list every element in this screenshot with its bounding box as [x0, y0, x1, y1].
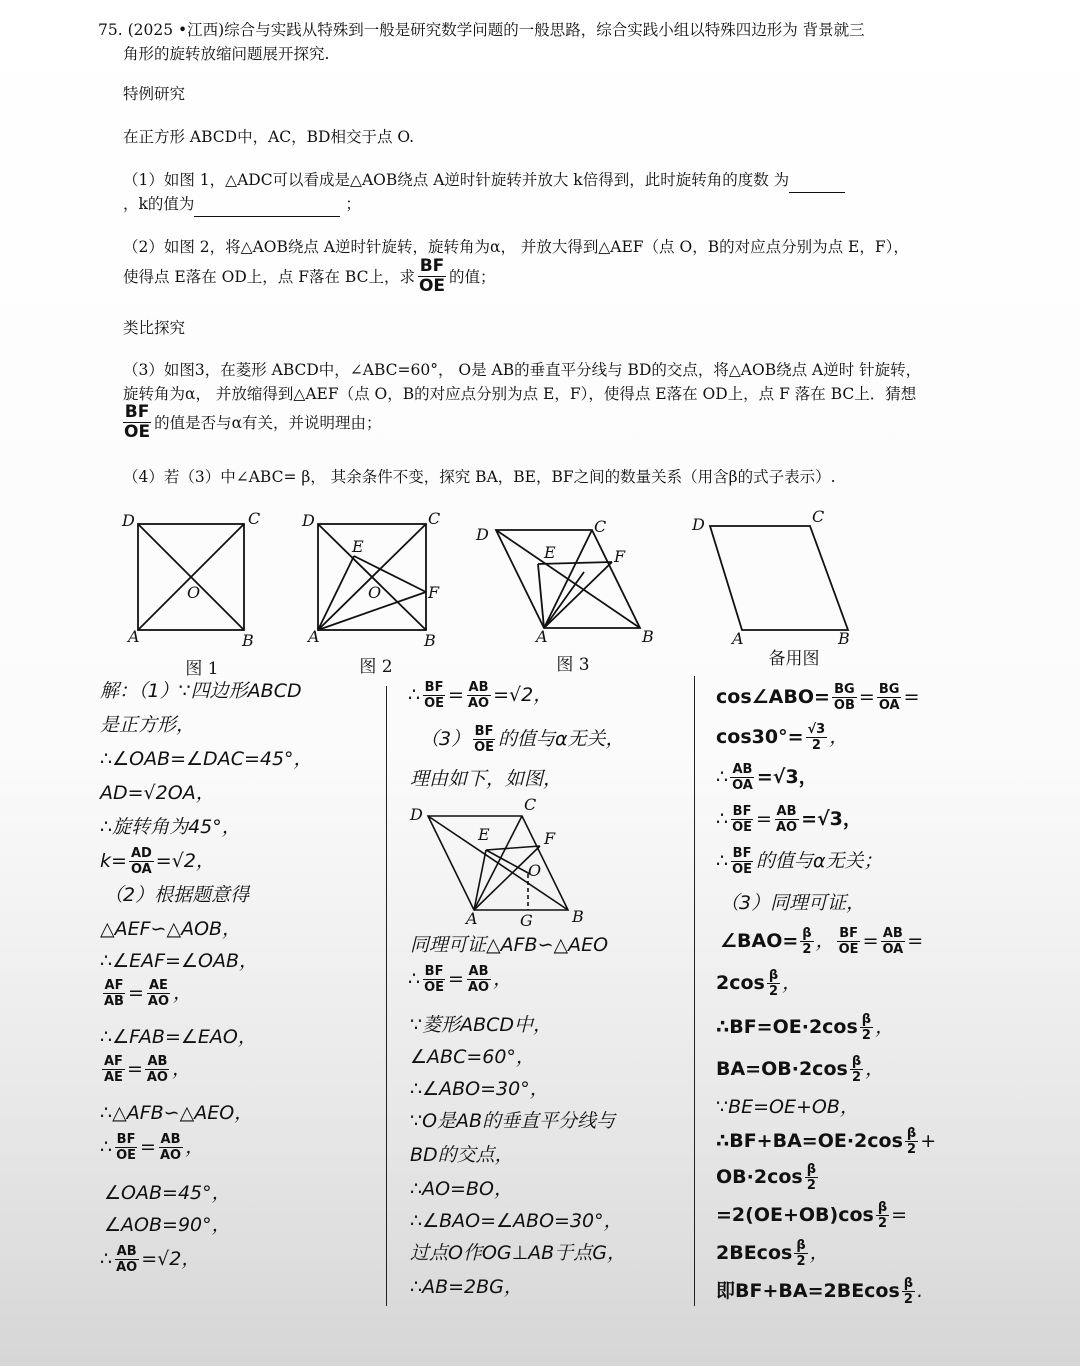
question-3-line3 — [120, 404, 382, 441]
sol3-line-12: ∴BF+BA=OE·2cos $\frac{\beta}{2}$ + — [716, 1126, 937, 1157]
figure-1-caption: 图 1 — [185, 659, 219, 679]
sol2-line-1: ∴ $\frac{BF}{OE}$ = $\frac{AB}{AO}$ =√2， — [408, 680, 553, 711]
sol-fig-label-E: E — [478, 825, 490, 844]
sol2-line-13: 过点O作OG⊥AB于点G， — [410, 1242, 626, 1264]
fig3-label-A: A — [536, 627, 548, 646]
sol2-line-10: BD的交点， — [410, 1144, 514, 1166]
sol1-line-4: AD=√2OA， — [100, 782, 215, 804]
fraction-bf-oe: $\frac{BF}{OE}$ — [418, 256, 446, 296]
sol-fig-label-C: C — [524, 795, 537, 814]
sol1-line-15: ∠OAB=45°， — [104, 1182, 231, 1204]
question-1-text: （1）如图 1，△ADC可以看成是△AOB绕点 A逆时针旋转并放大 k倍得到，此时旋转角的度数 为 — [123, 171, 790, 189]
fig4-label-C: C — [812, 507, 825, 526]
sol-fig-label-A: A — [466, 909, 478, 928]
fig2-label-E: E — [352, 537, 364, 556]
question-3-end: 的值是否与α有关，并说明理由； — [154, 413, 382, 432]
sol1-line-1: 解：（1）∵四边形ABCD — [100, 680, 302, 702]
sol-fig-label-F: F — [544, 829, 556, 848]
problem-header-line1: 75. (2025 •江西)综合与实践从特殊到一般是研究数学问题的一般思路，综合实践小组以特殊四边形为 背景就三 — [98, 21, 865, 39]
solution-rhombus-figure — [400, 790, 600, 930]
sol1-line-6: k= $\frac{AD}{OA}$ =√2， — [100, 846, 215, 877]
sol2-line-9: ∵O是AB的垂直平分线与 — [410, 1110, 616, 1132]
question-1-line1 — [123, 168, 845, 193]
sol1-line-10: $\frac{AF}{AB}$ = $\frac{AE}{AO}$ ， — [104, 978, 193, 1009]
sol3-line-7: ∠BAO= $\frac{\beta}{2}$ ， $\frac{BF}{OE}$ = $\frac{AB}{OA}$ = — [720, 926, 924, 957]
fig2-label-O: O — [368, 583, 382, 602]
sol3-line-3: ∴ $\frac{AB}{OA}$ =√3， — [716, 762, 818, 793]
figure-2-diagram — [318, 524, 426, 630]
sol-fig-label-O: O — [528, 861, 542, 880]
sol3-line-11: ∵BE=OE+OB， — [716, 1096, 859, 1118]
sol1-line-13: ∴△AFB∽△AEO， — [100, 1102, 254, 1124]
sol2-line-12: ∴∠BAO=∠ABO=30°， — [410, 1210, 623, 1232]
question-1-k-text: ，k的值为 — [123, 195, 195, 213]
sol1-line-2: 是正方形， — [100, 714, 196, 736]
fig1-label-D: D — [122, 511, 135, 530]
column-divider-1 — [386, 686, 387, 1306]
answer-blank-angle[interactable] — [789, 168, 845, 193]
answer-blank-k[interactable] — [194, 192, 340, 217]
fig4-label-D: D — [692, 515, 705, 534]
question-4: （4）若（3）中∠ABC= β， 其余条件不变，探究 BA，BE，BF之间的数量关系（用含β的式子表示）. — [123, 468, 836, 486]
sol1-line-9: ∴∠EAF=∠OAB， — [100, 950, 258, 972]
sol3-line-16: 即BF+BA=2BEcos $\frac{\beta}{2}$ . — [716, 1276, 924, 1307]
question-2-end: 的值； — [449, 267, 496, 286]
sol2-line-8: ∴∠ABO=30°， — [410, 1078, 549, 1100]
fig1-label-C: C — [248, 509, 261, 528]
question-1-line2 — [123, 192, 361, 217]
sol1-line-12: $\frac{AF}{AE}$ = $\frac{AB}{AO}$ ， — [104, 1054, 192, 1085]
sol3-line-4: ∴ $\frac{BF}{OE}$ = $\frac{AB}{AO}$ =√3， — [716, 804, 862, 835]
sol3-line-15: 2BEcos $\frac{\beta}{2}$ ， — [716, 1238, 829, 1269]
sol3-line-5: ∴ $\frac{BF}{OE}$ 的值与α无关； — [716, 846, 883, 877]
sol2-line-4: 同理可证△AFB∽△AEO — [410, 934, 609, 956]
fig1-label-A: A — [128, 627, 140, 646]
sol1-line-14: ∴ $\frac{BF}{OE}$ = $\frac{AB}{AO}$ ， — [100, 1132, 205, 1163]
sol3-line-1: cos∠ABO= $\frac{BG}{OB}$ = $\frac{BG}{OA}$ = — [716, 682, 920, 713]
sol2-line-6: ∵菱形ABCD中， — [410, 1014, 553, 1036]
figure-3-diagram — [496, 530, 640, 628]
sol3-line-9: ∴BF=OE·2cos $\frac{\beta}{2}$ ， — [716, 1012, 895, 1043]
fig1-label-O: O — [187, 583, 201, 602]
sol3-line-8: 2cos $\frac{\beta}{2}$ ， — [716, 968, 802, 999]
sol1-line-8: △AEF∽△AOB， — [100, 918, 242, 940]
sol1-line-16: ∠AOB=90°， — [104, 1214, 231, 1236]
sol3-line-6: （3）同理可证， — [720, 892, 866, 914]
figure-1-diagram — [138, 524, 244, 630]
figures-area — [0, 500, 1080, 680]
question-3-line1: （3）如图3，在菱形 ABCD中，∠ABC=60°， O是 AB的垂直平分线与 BD的交点，将△AOB绕点 A逆时 针旋转， — [123, 361, 922, 379]
fig3-label-D: D — [476, 525, 489, 544]
backup-figure-caption: 备用图 — [768, 649, 820, 669]
sol1-line-11: ∴∠FAB=∠EAO， — [100, 1026, 257, 1048]
fig3-label-C: C — [594, 517, 607, 536]
fig2-label-C: C — [428, 509, 441, 528]
sol1-line-7: （2）根据题意得 — [104, 884, 250, 906]
sol-fig-label-D: D — [410, 805, 423, 824]
fig4-label-B: B — [838, 629, 850, 648]
fig3-label-B: B — [642, 627, 654, 646]
sol3-line-13: OB·2cos $\frac{\beta}{2}$ — [716, 1162, 817, 1193]
question-3-line2: 旋转角为α， 并放缩得到△AEF（点 O，B的对应点分别为点 E，F），使得点 E落在 OD上，点 F 落在 BC上．猜想 — [123, 385, 917, 403]
backup-figure-diagram — [710, 526, 848, 630]
sol3-line-14: =2(OE+OB)cos $\frac{\beta}{2}$ = — [716, 1200, 908, 1231]
fig2-label-B: B — [424, 631, 436, 650]
section-title-analogy: 类比探究 — [123, 319, 186, 337]
column-divider-2 — [694, 676, 695, 1306]
fig1-label-B: B — [242, 631, 254, 650]
figure-3-caption: 图 3 — [556, 655, 590, 675]
sol2-line-3: 理由如下，如图， — [410, 768, 563, 790]
fig4-label-A: A — [732, 629, 744, 648]
problem-setup: 在正方形 ABCD中，AC，BD相交于点 O. — [123, 128, 415, 146]
problem-header-line2: 角形的旋转放缩问题展开探究. — [123, 45, 330, 63]
section-title-special: 特例研究 — [123, 85, 186, 103]
question-2-line1: （2）如图 2，将△AOB绕点 A逆时针旋转，旋转角为α， 并放大得到△AEF（点 O，B的对应点分别为点 E，F）， — [123, 238, 909, 256]
sol2-line-2: （3） $\frac{BF}{OE}$ 的值与α无关， — [420, 724, 625, 755]
sol2-line-7: ∠ABC=60°， — [410, 1046, 535, 1068]
sol-fig-label-B: B — [572, 907, 584, 926]
fig2-label-A: A — [308, 627, 320, 646]
sol3-line-10: BA=OB·2cos $\frac{\beta}{2}$ ， — [716, 1054, 885, 1085]
figure-2-caption: 图 2 — [359, 657, 393, 677]
fig2-label-F: F — [428, 583, 440, 602]
question-1-end: ； — [345, 195, 361, 213]
fig2-label-D: D — [302, 511, 315, 530]
fraction-bf-oe-2: $\frac{BF}{OE}$ — [124, 402, 151, 442]
sol2-line-11: ∴AO=BO， — [410, 1178, 513, 1200]
sol1-line-17: ∴ $\frac{AB}{AO}$ =√2， — [100, 1244, 201, 1275]
sol1-line-5: ∴旋转角为45°， — [100, 816, 241, 838]
fig3-label-E: E — [544, 543, 556, 562]
sol3-line-2: cos30°= $\frac{√3}{2}$ ， — [716, 722, 849, 753]
sol1-line-3: ∴∠OAB=∠DAC=45°， — [100, 748, 313, 770]
question-2-line2 — [123, 258, 496, 295]
sol2-line-5: ∴ $\frac{BF}{OE}$ = $\frac{AB}{AO}$ ， — [408, 964, 513, 995]
frac-ad-oa: $\frac{AD}{OA}$ — [130, 846, 152, 877]
fig3-label-F: F — [614, 547, 626, 566]
sol-fig-label-G: G — [520, 911, 533, 930]
question-2-text: 使得点 E落在 OD上，点 F落在 BC上，求 — [123, 267, 415, 286]
sol2-line-14: ∴AB=2BG， — [410, 1276, 523, 1298]
